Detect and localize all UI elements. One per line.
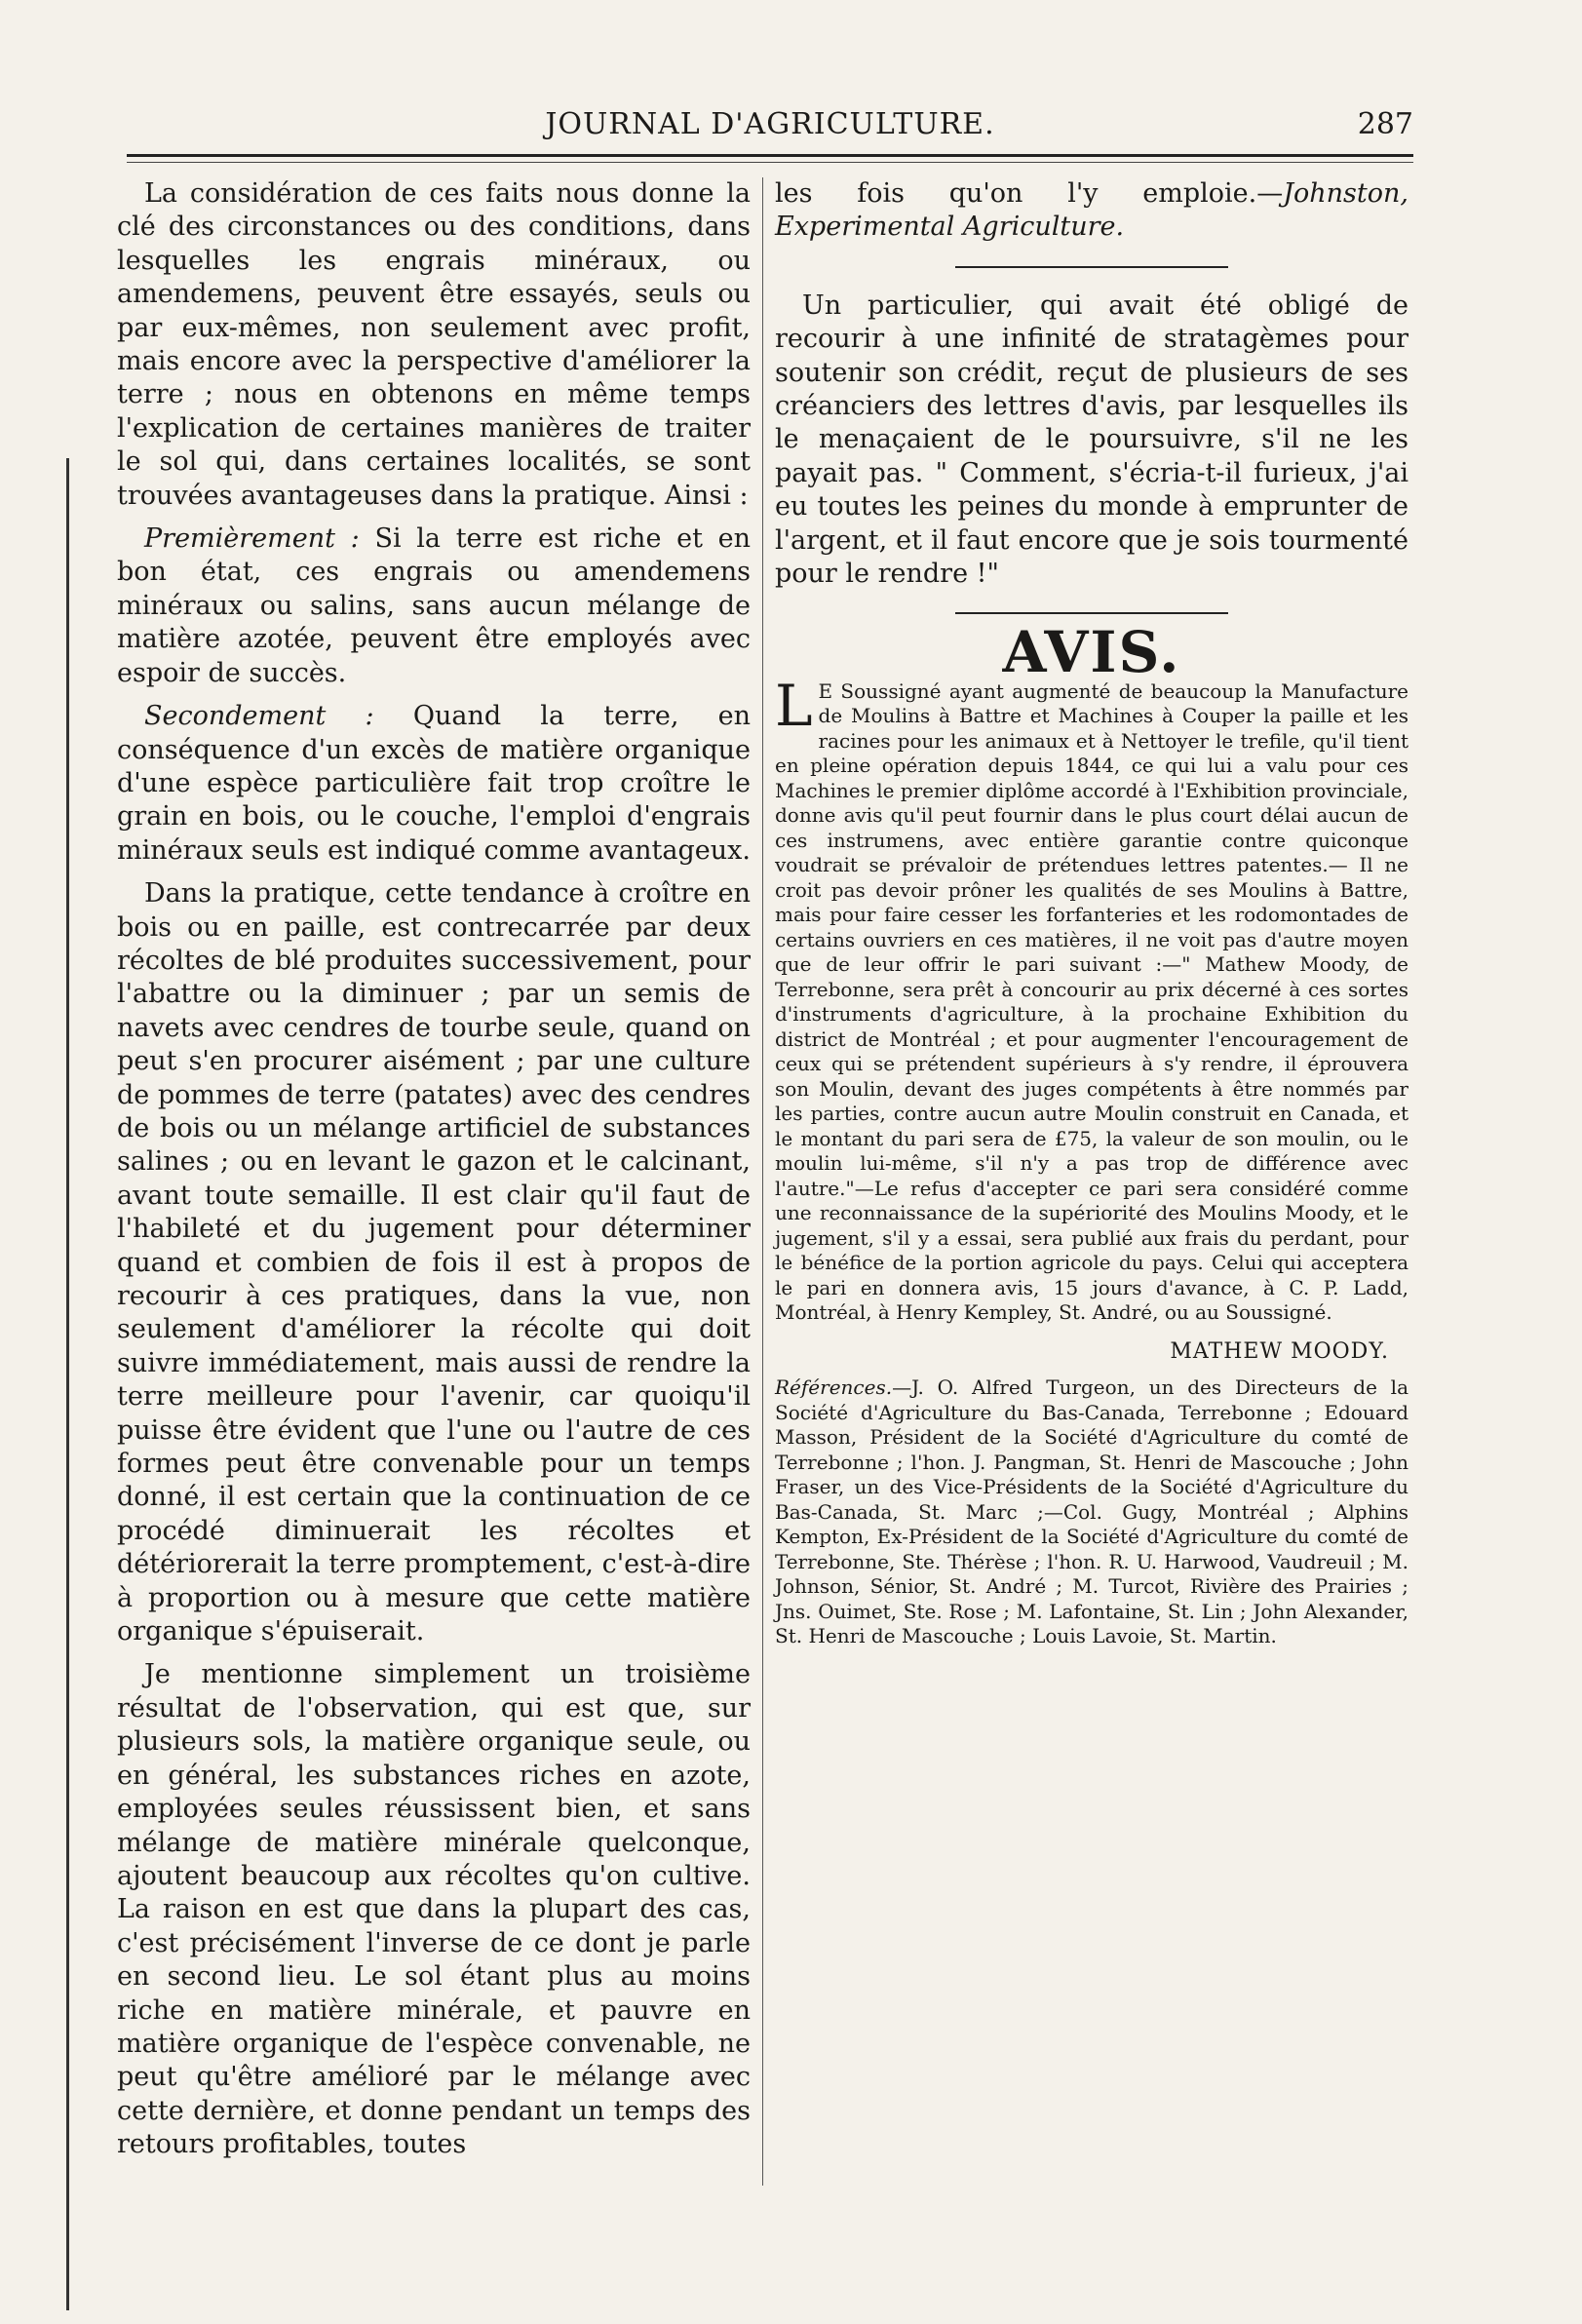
left-column (117, 177, 751, 2172)
references-lead: Références. (775, 1375, 893, 1400)
paragraph-troisieme: Je mentionne simplement un troisième résultat de l'observation, qui est que, sur plusieurs sols, la matière organique seule, ou en général, les substances riches en azote, employées seules réussissent bien, et sans mélange de matière minérale quelconque, ajoutent beaucoup aux récoltes qu'on cultive. La raison en est que dans la plupart des cas, c'est précisément l'inverse de ce dont je parle en second lieu. Le sol étant plus au moins riche en matière minérale, et pauvre en matière organique de l'espèce convenable, ne peut qu'être amélioré par le mélange avec cette dernière, et donne pendant un temps des retours profitables, toutes (117, 1659, 751, 2160)
avis-text: E Soussigné ayant augmenté de beaucoup la Manufacture de Moulins à Battre et Machines à Couper la paille et les racines pour les animaux et à Nettoyer le trefile, qu'il tient en pleine opération depuis 1844, ce qui lui a valu pour ces Machines le premier diplôme accordé à l'Exhibition provinciale, donne avis qu'il peut fournir dans le plus court délai aucun de ces instrumens, avec entière garantie contre quiconque voudrait se prévaloir de prétendues lettres patentes.— Il ne croit pas devoir prôner les qualités de ses Moulins à Battre, mais pour faire cesser les forfanteries et les rodomontades de certains ouvriers en ces matières, il ne voit pas d'autre moyen que de leur offrir le pari suivant :—" Mathew Moody, de Terrebonne, sera prêt à concourir au prix décerné à ces sortes d'instruments d'agriculture, à la prochaine Exhibition du district de Montréal ; et pour augmenter l'encouragement de ceux qui se prétendent supérieurs à s'y rendre, il éprouvera son Moulin, devant des juges compétents à être nommés par les parties, contre aucun autre Moulin construit en Canada, et le montant du pari sera de £75, la valeur de son moulin, ou le moulin lui-même, s'il n'y a pas trop de différence avec l'autre."—Le refus d'accepter ce pari sera considéré comme une reconnaissance de la supériorité des Moulins Moody, et le jugement, s'il y a essai, sera publié aux frais du perdant, pour le bénéfice de la portion agricole du pays. Celui qui acceptera le pari en donnera avis, 15 jours d'avance, à C. P. Ladd, Montréal, à Henry Kempley, St. André, ou au Soussigné. (775, 678, 1408, 1325)
paragraph-considerations: La considération de ces faits nous donne la clé des circonstances ou des conditions, dans lesquelles les engrais minéraux, ou amendemens, peuvent être essayés, seuls ou par eux-mêmes, non seulement avec profit, mais encore avec la perspective d'améliorer la terre ; nous en obtenons en même temps l'explication de certaines manières de traiter le sol qui, dans certaines localités, se sont trouvées avantageuses dans la pratique. Ainsi : (117, 178, 751, 511)
running-header (127, 107, 1413, 150)
section-rule (955, 266, 1228, 268)
lead-secondement: Secondement : (144, 701, 374, 732)
continuation-text: les fois qu'on l'y emploie.— (775, 178, 1284, 209)
avis-notice (775, 672, 1408, 1649)
paragraph-premierement (117, 523, 751, 690)
section-rule-2 (955, 612, 1228, 614)
avis-title: AVIS. (1002, 619, 1181, 686)
paragraph-pratique: Dans la pratique, cette tendance à croître en bois ou en paille, est contrecarrée par deux récoltes de blé produites successivement, pour l'abattre ou la diminuer ; par un semis de navets avec cendres de tourbe seule, quand on peut s'en procurer aisément ; par une culture de pommes de terre (patates) avec des cendres de bois ou un mélange artificiel de substances salines ; ou en levant le gazon et le calcinant, avant toute semaille. Il est clair qu'il faut de l'habileté et du jugement pour déterminer quand et combien de fois il est à propos de recourir à ces pratiques, dans la vue, non seulement d'améliorer la récolte qui doit suivre immédiatement, mais aussi de rendre la terre meilleure pour l'avenir, car quoiqu'il puisse être évident que l'une ou l'autre de ces formes peut être convenable pour un temps donné, il est certain que la continuation de ce procédé diminuerait les récoltes et détériorerait la terre promptement, c'est-à-dire à proportion ou à mesure que cette matière organique s'épuiserait. (117, 878, 751, 1647)
text-premierement: Si la terre est riche et en bon état, ces engrais ou amendemens minéraux ou salins, sans aucun mélange de matière azotée, peuvent être employés avec espoir de succès. (117, 523, 751, 688)
paragraph-secondement (117, 700, 751, 868)
journal-title: JOURNAL D'AGRICULTURE. (545, 107, 995, 141)
page-number: 287 (1357, 107, 1413, 141)
anecdote: Un particulier, qui avait été obligé de recourir à une infinité de stratagèmes pour soutenir son crédit, reçut de plusieurs de ses créanciers des lettres d'avis, par lesquelles ils le menaçaient de le poursuivre, s'il ne les payait pas. " Comment, s'écria-t-il furieux, j'ai eu toutes les peines du monde à emprunter de l'argent, et il faut encore que je sois tourmenté pour le rendre !" (775, 290, 1408, 590)
continuation (775, 177, 1408, 245)
references (775, 1375, 1408, 1649)
avis-body (775, 672, 1408, 1326)
continuation-source: Johnston, Experimental Agriculture. (775, 178, 1408, 243)
right-column (775, 177, 1408, 1655)
header-rule (127, 154, 1413, 157)
column-divider (762, 177, 763, 2186)
lead-premierement: Premièrement : (144, 523, 360, 555)
header-rule-thin (127, 162, 1413, 163)
text-secondement: Quand la terre, en conséquence d'un excès de matière organique d'une espèce particulière fait trop croître le grain en bois, ou le couche, l'emploi d'engrais minéraux seuls est indiqué comme avantageux. (117, 701, 751, 866)
margin-bar (66, 458, 69, 2310)
references-text: —J. O. Alfred Turgeon, un des Directeurs de la Société d'Agriculture du Bas-Canada, Terrebonne ; Edouard Masson, Président de la Société d'Agriculture du comté de Terrebonne ; l'hon. J. Pangman, St. Henri de Mascouche ; John Fraser, un des Vice-Présidents de la Société d'Agriculture du Bas-Canada, St. Marc ;—Col. Gugy, Montréal ; Alphins Kempton, Ex-Président de la Société d'Agriculture du comté de Terrebonne, Ste. Thérèse ; l'hon. R. U. Harwood, Vaudreuil ; M. Johnson, Sénior, St. André ; M. Turcot, Rivière des Prairies ; Jns. Ouimet, Ste. Rose ; M. Lafontaine, St. Lin ; John Alexander, St. Henri de Mascouche ; Louis Lavoie, St. Martin. (775, 1375, 1408, 1648)
signature: MATHEW MOODY. (1170, 1338, 1389, 1364)
avis-dropcap: L (775, 672, 813, 739)
